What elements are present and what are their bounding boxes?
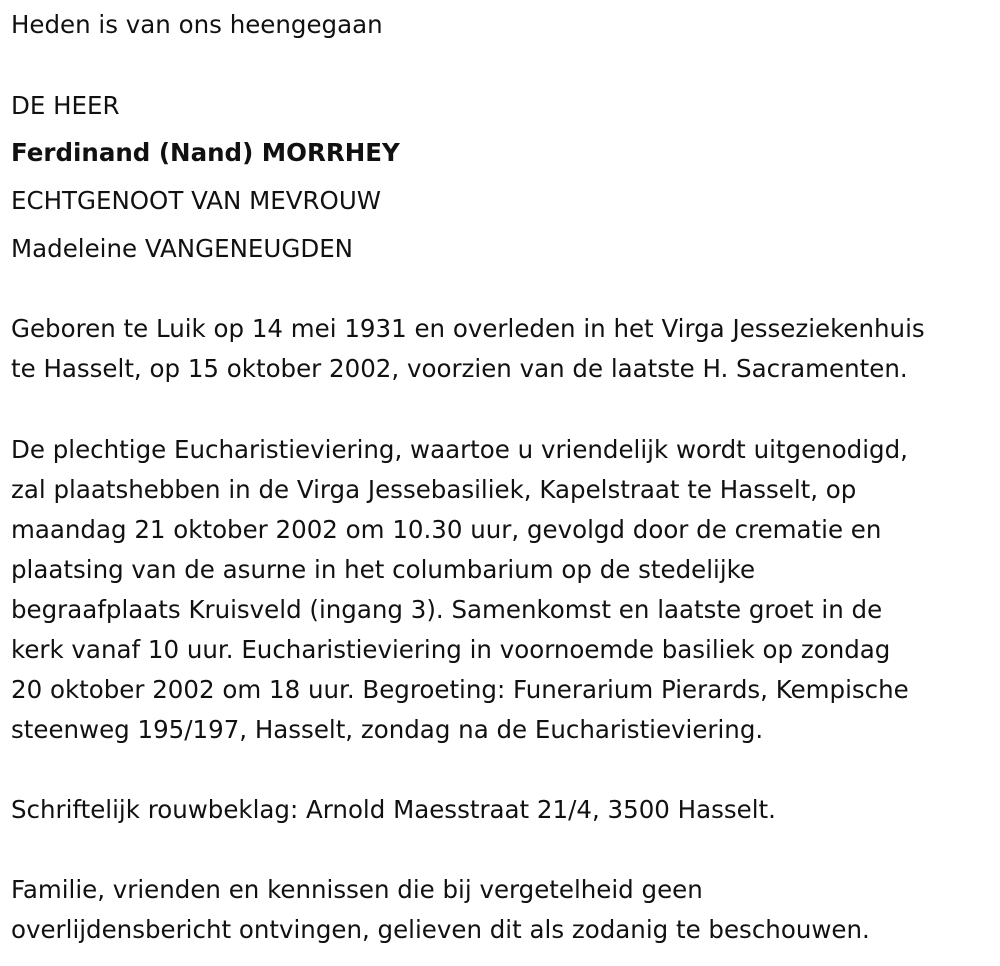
opening-line: Heden is van ons heengegaan bbox=[11, 10, 383, 39]
paragraph-line: 20 oktober 2002 om 18 uur. Begroeting: Funerarium Pierards, Kempische bbox=[11, 675, 909, 704]
honorific: DE HEER bbox=[11, 91, 120, 120]
paragraph-line: steenweg 195/197, Hasselt, zondag na de Eucharistieviering. bbox=[11, 715, 764, 744]
spouse-name: Madeleine VANGENEUGDEN bbox=[11, 234, 353, 263]
paragraph-line: begraafplaats Kruisveld (ingang 3). Samenkomst en laatste groet in de bbox=[11, 595, 883, 624]
paragraph-line: De plechtige Eucharistieviering, waartoe u vriendelijk wordt uitgenodigd, bbox=[11, 435, 908, 464]
paragraph-line: kerk vanaf 10 uur. Eucharistieviering in voornoemde basiliek op zondag bbox=[11, 635, 891, 664]
paragraph-line: zal plaatshebben in de Virga Jessebasiliek, Kapelstraat te Hasselt, op bbox=[11, 475, 857, 504]
paragraph-line: te Hasselt, op 15 oktober 2002, voorzien van de laatste H. Sacramenten. bbox=[11, 354, 908, 383]
paragraph-line: overlijdensbericht ontvingen, gelieven dit als zodanig te beschouwen. bbox=[11, 915, 870, 944]
deceased-name: Ferdinand (Nand) MORRHEY bbox=[11, 138, 400, 167]
spouse-label: ECHTGENOOT VAN MEVROUW bbox=[11, 186, 382, 215]
paragraph-line: Geboren te Luik op 14 mei 1931 en overleden in het Virga Jesseziekenhuis bbox=[11, 314, 925, 343]
condolences-address: Schriftelijk rouwbeklag: Arnold Maesstraat 21/4, 3500 Hasselt. bbox=[11, 795, 776, 824]
paragraph-line: plaatsing van de asurne in het columbarium op de stedelijke bbox=[11, 555, 756, 584]
paragraph-line: Familie, vrienden en kennissen die bij vergetelheid geen bbox=[11, 875, 703, 904]
paragraph-line: maandag 21 oktober 2002 om 10.30 uur, gevolgd door de crematie en bbox=[11, 515, 882, 544]
